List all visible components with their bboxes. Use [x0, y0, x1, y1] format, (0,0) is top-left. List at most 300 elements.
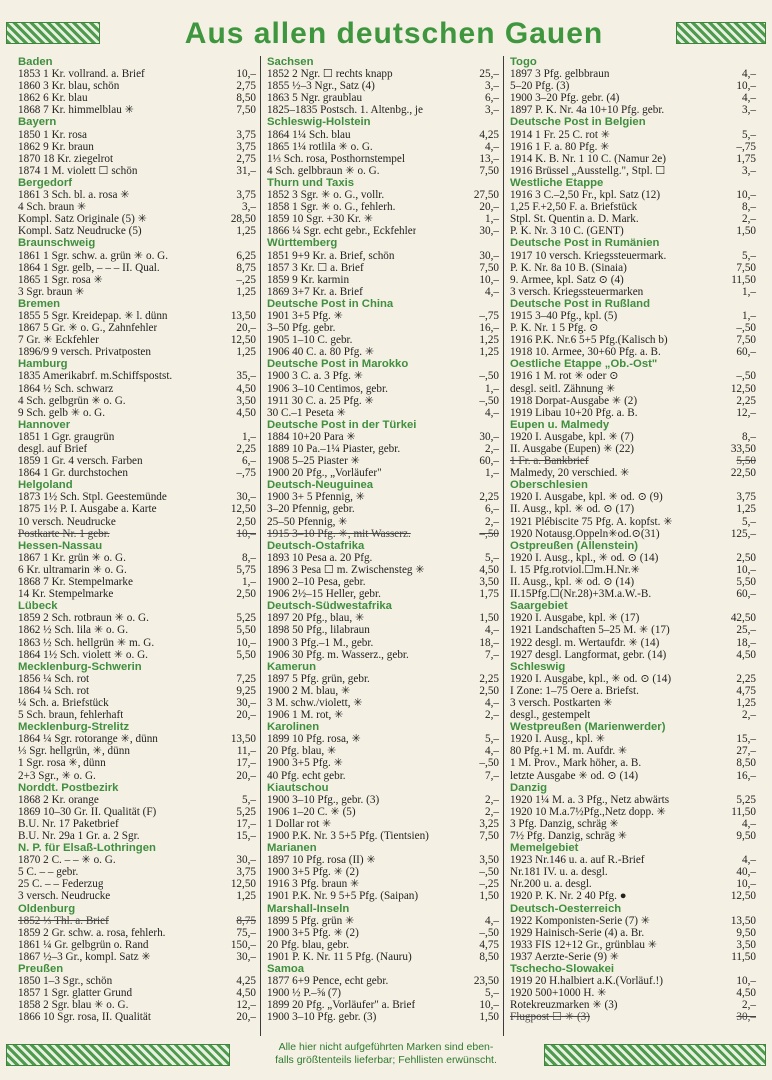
item-price: 16,– — [736, 769, 756, 782]
price-row — [18, 794, 256, 806]
section-heading: Thurn und Taxis — [267, 176, 355, 189]
price-row — [18, 866, 256, 878]
price-row — [18, 733, 256, 745]
section-heading: Hessen-Nassau — [18, 539, 103, 552]
item-price: 60,– — [736, 588, 756, 601]
item-description: 1900 3–10 Pfg., gebr. (3) — [267, 793, 380, 806]
item-description: 1900 3–20 Pfg. gebr. (4) — [510, 92, 620, 105]
item-description: 1 Dollar rot ✳ — [267, 817, 332, 830]
item-description: 1861 1 Sgr. schw. a. grün ✳ o. G. — [18, 249, 169, 262]
price-row — [18, 383, 256, 395]
price-row — [267, 975, 499, 987]
item-price: 18,– — [479, 636, 499, 649]
item-price: 7,50 — [479, 261, 499, 274]
price-row — [18, 624, 256, 636]
price-row — [18, 697, 256, 709]
item-description: 5 Sch. braun, fehlerhaft — [18, 709, 124, 722]
column-2 — [260, 56, 503, 1036]
item-price: 4,– — [485, 406, 499, 419]
price-row — [18, 68, 256, 80]
item-price: 1,25 — [736, 503, 756, 516]
price-row — [18, 370, 256, 382]
item-price: 3,75 — [236, 128, 256, 141]
item-description: 1868 2 Kr. orange — [18, 793, 99, 806]
item-price: 5,– — [485, 987, 499, 1000]
item-description: 1864 1 Gr. durchstochen — [18, 467, 128, 480]
price-row — [510, 951, 756, 963]
item-description: 1911 30 C. a. 25 Pfg. ✳ — [267, 394, 374, 407]
section-heading: Marianen — [267, 842, 317, 855]
item-description: 3–50 Pfg. gebr. — [267, 322, 336, 335]
item-price: 2,50 — [236, 588, 256, 601]
price-row — [18, 709, 256, 721]
item-description: 1920 I. Ausg., kpl., ✳ od. ⊙ (14) — [510, 551, 659, 564]
price-row — [510, 733, 756, 745]
item-description: 1916 Brüssel „Ausstellg.", Stpl. ☐ — [510, 164, 666, 177]
item-price: 16,– — [479, 322, 499, 335]
item-price: 4,– — [742, 92, 756, 105]
price-row — [510, 334, 756, 346]
price-row — [18, 80, 256, 92]
price-row — [18, 637, 256, 649]
item-price: 6,– — [242, 455, 256, 468]
item-price: 5,– — [742, 515, 756, 528]
price-row — [18, 104, 256, 116]
price-row — [510, 757, 756, 769]
section-heading: Eupen u. Malmedy — [510, 418, 610, 431]
item-description: 1900 3 Pfg.–1 M., gebr. — [267, 636, 374, 649]
price-row — [267, 987, 499, 999]
item-price: 7,50 — [479, 164, 499, 177]
price-row — [18, 552, 256, 564]
item-description: 1918 Dorpat-Ausgabe ✳ (2) — [510, 394, 638, 407]
item-price: 2,– — [485, 515, 499, 528]
section-heading: Ostpreußen (Allenstein) — [510, 539, 639, 552]
item-price: 2,25 — [736, 394, 756, 407]
item-description: 1900 3–10 Pfg. gebr. (3) — [267, 1011, 377, 1024]
price-row — [510, 92, 756, 104]
item-price: 4,– — [485, 624, 499, 637]
item-description: Stpl. St. Quentin a. D. Mark. — [510, 213, 639, 226]
item-description: 1877 6+9 Pence, echt gebr. — [267, 975, 389, 988]
item-price: 8,– — [742, 201, 756, 214]
item-description: 4 Sch. braun ✳ — [18, 201, 87, 214]
price-row — [510, 866, 756, 878]
item-description: 1933 FIS 12+12 Gr., grünblau ✳ — [510, 938, 658, 951]
item-price: 42,50 — [730, 612, 756, 625]
item-description: 3 versch. Kriegssteuermarken — [510, 285, 644, 298]
item-price: 10,– — [479, 999, 499, 1012]
item-description: Rotekreuzmarken ✳ (3) — [510, 999, 618, 1012]
price-row — [267, 854, 499, 866]
price-row — [18, 854, 256, 866]
item-price: 30,– — [236, 854, 256, 867]
item-description: 1906 1 M. rot, ✳ — [267, 709, 344, 722]
item-price: 4,50 — [736, 648, 756, 661]
item-price: 4,– — [742, 817, 756, 830]
price-row — [18, 745, 256, 757]
item-description: Kompl. Satz Originale (5) ✳ — [18, 213, 147, 226]
price-row — [267, 745, 499, 757]
item-description: 1 Sgr. rosa ✳, dünn — [18, 757, 106, 770]
item-description: 1920 I. Ausgabe, kpl. ✳ od. ⊙ (9) — [510, 491, 663, 504]
price-row — [510, 491, 756, 503]
item-price: 60,– — [479, 455, 499, 468]
item-description: 3 M. schw./violett, ✳ — [267, 696, 363, 709]
item-description: 3 Pfg. Danzig, schräg ✳ — [510, 817, 619, 830]
item-description: 5 C. – – gebr. — [18, 866, 79, 879]
item-description: 1914 1 Fr. 25 C. rot ✳ — [510, 128, 611, 141]
item-price: 4,50 — [236, 987, 256, 1000]
item-description: 1867 ½–3 Gr., kompl. Satz ✳ — [18, 950, 151, 963]
item-description: 1859 1 Gr. 4 versch. Farben — [18, 455, 143, 468]
item-description: 1900 3 C. a. 3 Pfg. ✳ — [267, 370, 364, 383]
price-row — [510, 915, 756, 927]
item-price: 3,75 — [236, 866, 256, 879]
item-description: 1919 20 H.halbiert a.K.(Vorläuf.!) — [510, 975, 663, 988]
item-description: 1851 1 Ggr. graugrün — [18, 430, 115, 443]
price-row — [267, 612, 499, 624]
section-heading: Württemberg — [267, 237, 338, 250]
item-description: 1900 3+5 Pfg. ✳ (2) — [267, 926, 359, 939]
price-row — [510, 141, 756, 153]
item-description: ⅓ Sgr. hellgrün, ✳, dünn — [18, 745, 130, 758]
item-description: 1916 P.K. Nr.6 5+5 Pfg.(Kalisch b) — [510, 334, 668, 347]
section-heading: Karolinen — [267, 721, 320, 734]
item-price: 125,– — [730, 527, 756, 540]
price-row — [267, 104, 499, 116]
item-price: 1,25 — [236, 285, 256, 298]
price-row — [510, 165, 756, 177]
section-heading: Danzig — [510, 781, 548, 794]
price-row — [510, 189, 756, 201]
price-row — [510, 612, 756, 624]
item-description: 7½ Pfg. Danzig, schräg ✳ — [510, 830, 628, 842]
item-description: 14 Kr. Stempelmarke — [18, 588, 114, 601]
item-description: 2+3 Sgr., ✳ o. G. — [18, 769, 96, 782]
item-price: 12,50 — [730, 890, 756, 903]
item-price: 5,50 — [736, 576, 756, 589]
price-row — [510, 68, 756, 80]
price-row — [267, 141, 499, 153]
item-description: 1901 3+5 Pfg. ✳ — [267, 309, 343, 322]
item-description: 1893 10 Pesa a. 20 Pfg. — [267, 551, 373, 564]
item-price: 11,– — [236, 745, 256, 758]
item-price: 1,– — [485, 467, 499, 480]
item-price: 1,– — [242, 430, 256, 443]
item-description: 1859 10 Sgr. +30 Kr. ✳ — [267, 213, 374, 226]
item-description: 1825–1835 Postsch. 1. Altenbg., je — [267, 104, 424, 117]
item-description: 1918 10. Armee, 30+60 Pfg. a. B. — [510, 346, 661, 359]
item-description: desgl. seitl. Zähnung ✳ — [510, 382, 616, 395]
price-row — [510, 673, 756, 685]
price-row — [510, 395, 756, 407]
price-row — [510, 987, 756, 999]
price-row — [510, 975, 756, 987]
section-heading: Schleswig — [510, 660, 566, 673]
item-description: 1900 3+ 5 Pfennig, ✳ — [267, 491, 366, 504]
item-description: Nr.200 u. a. desgl. — [510, 878, 592, 891]
item-description: 1900 ½ P.–⅝ (7) — [267, 987, 341, 1000]
item-price: 2,25 — [479, 672, 499, 685]
ornament-band-top-right — [676, 22, 766, 44]
price-row — [510, 564, 756, 576]
item-description: 1899 10 Pfg. rosa, ✳ — [267, 733, 361, 746]
price-row — [510, 745, 756, 757]
price-row — [267, 165, 499, 177]
section-heading: Westpreußen (Marienwerder) — [510, 721, 666, 734]
price-row — [267, 939, 499, 951]
item-price: 3,25 — [479, 817, 499, 830]
item-price: 18,– — [736, 636, 756, 649]
item-price: 4,50 — [236, 382, 256, 395]
ornament-band-bottom-right — [544, 1044, 766, 1066]
item-price: 1,25 — [479, 346, 499, 359]
item-description: 1850 1 Kr. rosa — [18, 128, 87, 141]
section-heading: Deutsche Post in Belgien — [510, 116, 646, 129]
item-description: 1864 ¼ Sch. rot — [18, 684, 90, 697]
item-price: 5,50 — [236, 648, 256, 661]
price-row — [510, 431, 756, 443]
price-row — [267, 770, 499, 782]
price-row — [18, 588, 256, 600]
item-description: 1900 3+5 Pfg. ✳ — [267, 757, 343, 770]
item-description: 1920 500+1000 H. ✳ — [510, 987, 607, 1000]
item-description: desgl. auf Brief — [18, 443, 88, 455]
item-price: 3,75 — [236, 140, 256, 153]
price-row — [267, 189, 499, 201]
price-row — [510, 878, 756, 890]
item-price: 2,50 — [236, 515, 256, 528]
item-price: 3,– — [742, 164, 756, 177]
price-row — [510, 467, 756, 479]
price-row — [267, 129, 499, 141]
price-row — [267, 503, 499, 515]
section-heading: Tschecho-Slowakei — [510, 963, 615, 976]
item-description: ¼ Sch. a. Briefstück — [18, 696, 109, 709]
price-row — [267, 491, 499, 503]
section-heading: N. P. für Elsaß-Lothringen — [18, 842, 156, 855]
item-description: 1899 5 Pfg. grün ✳ — [267, 914, 355, 927]
item-price: 1,25 — [479, 334, 499, 347]
item-description: 1920 I. Ausg., kpl. ✳ — [510, 733, 606, 746]
price-row — [267, 383, 499, 395]
price-row — [18, 999, 256, 1011]
price-row — [267, 213, 499, 225]
price-row — [18, 262, 256, 274]
item-price: 8,50 — [736, 757, 756, 770]
section-heading: Norddt. Postbezirk — [18, 781, 119, 794]
item-description: 1868 7 Kr. himmelblau ✳ — [18, 104, 134, 117]
item-price: 6,– — [485, 503, 499, 516]
item-price: –,75 — [479, 309, 499, 322]
price-row — [267, 999, 499, 1011]
item-description: 1896/9 9 versch. Privatposten — [18, 346, 151, 359]
price-row — [18, 818, 256, 830]
item-description: 1915 3–10 Pfg. ✳, mit Wasserz. — [267, 527, 411, 540]
item-description: 1855 ½–3 Ngr., Satz (4) — [267, 80, 375, 93]
price-row — [510, 588, 756, 600]
item-price: 9,50 — [736, 830, 756, 842]
item-price: 8,50 — [479, 950, 499, 963]
item-price: 1,50 — [479, 1011, 499, 1024]
item-price: 3,– — [742, 104, 756, 117]
price-row — [510, 999, 756, 1011]
price-row — [18, 685, 256, 697]
section-heading: Memelgebiet — [510, 842, 579, 855]
item-price: 12,50 — [230, 334, 256, 347]
price-row — [18, 213, 256, 225]
item-price: 8,– — [242, 551, 256, 564]
item-price: 28,50 — [230, 213, 256, 226]
item-price: 8,50 — [236, 92, 256, 105]
item-price: 4,75 — [736, 684, 756, 697]
item-description: 1896 3 Pesa ☐ m. Zwischensteg ✳ — [267, 563, 425, 576]
price-row — [510, 129, 756, 141]
item-description: 1900 2 M. blau, ✳ — [267, 684, 351, 697]
price-row — [510, 830, 756, 842]
price-row — [267, 794, 499, 806]
item-price: 40,– — [736, 866, 756, 879]
item-price: 1,75 — [479, 588, 499, 601]
item-description: B.U. Nr. 29a 1 Gr. a. 2 Sgr. — [18, 830, 140, 842]
item-price: 15,– — [236, 830, 256, 842]
section-heading: Sachsen — [267, 56, 314, 68]
price-row — [18, 806, 256, 818]
price-row — [510, 528, 756, 540]
item-description: 1906 3–10 Centimos, gebr. — [267, 382, 388, 395]
price-row — [267, 274, 499, 286]
item-description: 1889 10 Pa.–1¼ Piaster, gebr. — [267, 443, 401, 455]
item-price: 11,50 — [731, 805, 756, 818]
price-row — [18, 915, 256, 927]
section-heading: Deutsche Post in der Türkei — [267, 418, 417, 431]
price-row — [267, 806, 499, 818]
item-price: 1,– — [742, 309, 756, 322]
item-description: 1875 1½ P. I. Ausgabe a. Karte — [18, 503, 157, 516]
item-price: –,50 — [479, 757, 499, 770]
section-heading: Kamerun — [267, 660, 316, 673]
price-row — [267, 927, 499, 939]
item-price: 4,– — [485, 285, 499, 298]
item-price: 1,– — [485, 213, 499, 226]
item-price: 7,50 — [736, 334, 756, 347]
price-row — [267, 250, 499, 262]
price-row — [18, 455, 256, 467]
price-row — [18, 987, 256, 999]
item-description: 1851 9+9 Kr. a. Brief, schön — [267, 249, 395, 262]
item-price: 1,25 — [236, 225, 256, 238]
item-price: –,75 — [236, 467, 256, 480]
column-1 — [18, 56, 260, 1036]
item-price: 17,– — [236, 757, 256, 770]
item-description: 1897 20 Pfg., blau, ✳ — [267, 612, 365, 625]
item-description: 9. Armee, kpl. Satz ⊙ (4) — [510, 273, 624, 286]
price-row — [267, 576, 499, 588]
price-row — [510, 213, 756, 225]
item-price: 12,– — [736, 406, 756, 419]
section-heading: Braunschweig — [18, 237, 96, 250]
item-description: 1857 3 Kr. ☐ a. Brief — [267, 261, 364, 274]
price-row — [267, 757, 499, 769]
price-row — [510, 794, 756, 806]
price-row — [18, 649, 256, 661]
item-description: 1861 ¼ Gr. gelbgrün o. Rand — [18, 938, 149, 951]
item-price: 4,75 — [479, 938, 499, 951]
item-description: 1899 20 Pfg. „Vorläufer" a. Brief — [267, 999, 416, 1012]
item-description: II.15Pfg.☐(Nr.28)+3M.a.W.-B. — [510, 588, 652, 601]
item-description: 1916 3 Pfg. braun ✳ — [267, 878, 360, 891]
item-price: 3,50 — [479, 576, 499, 589]
item-description: 80 Pfg.+1 M. m. Aufdr. ✳ — [510, 745, 628, 758]
item-description: P. K. Nr. 3 10 C. (GENT) — [510, 225, 624, 238]
item-description: 1869 3+7 Kr. a. Brief — [267, 285, 363, 298]
item-description: 1906 40 C. a. 80 Pfg. ✳ — [267, 346, 375, 359]
item-price: 8,75 — [236, 914, 256, 927]
section-heading: Deutsche Post in Marokko — [267, 358, 409, 371]
item-description: 1920 10 M.a.7½Pfg.,Netz dopp. ✳ — [510, 805, 667, 818]
item-description: 1 Fr. a. Bankbrief — [510, 455, 589, 468]
item-price: 12,– — [236, 999, 256, 1012]
item-price: –,25 — [236, 273, 256, 286]
price-row — [267, 334, 499, 346]
item-price: 20,– — [236, 709, 256, 722]
item-description: 4 Sch. gelbbraun ✳ o. G. — [267, 164, 380, 177]
section-heading: Westliche Etappe — [510, 176, 604, 189]
item-price: 7,25 — [236, 672, 256, 685]
price-row — [267, 528, 499, 540]
item-price: 30,– — [479, 225, 499, 238]
item-price: 13,50 — [230, 733, 256, 746]
item-price: 30,– — [479, 249, 499, 262]
price-row — [18, 503, 256, 515]
item-price: 150,– — [230, 938, 256, 951]
item-price: 35,– — [236, 370, 256, 383]
price-row — [18, 975, 256, 987]
footer-line-1: Alle hier nicht aufgeführten Marken sind eben- — [278, 1041, 494, 1053]
footer-line-2: falls größtenteils lieferbar; Fehllisten erwünscht. — [275, 1053, 497, 1066]
price-row — [267, 673, 499, 685]
item-description: 40 Pfg. echt gebr. — [267, 769, 346, 782]
price-row — [18, 225, 256, 237]
item-description: 1921 Landschaften 5–25 M. ✳ (17) — [510, 624, 670, 637]
item-price: 2,– — [742, 213, 756, 226]
item-description: Flugpost ☐ ✳ (3) — [510, 1011, 591, 1024]
price-row — [18, 395, 256, 407]
item-price: 33,50 — [730, 443, 756, 455]
column-3 — [503, 56, 756, 1036]
section-heading: Deutsche Post in China — [267, 297, 394, 310]
item-description: 1864 ¼ Sgr. rotorange ✳, dünn — [18, 733, 158, 746]
price-row — [18, 516, 256, 528]
item-price: –,25 — [479, 878, 499, 891]
item-description: Malmedy, 20 verschied. ✳ — [510, 467, 630, 480]
item-price: 12,50 — [230, 503, 256, 516]
item-description: 1870 18 Kr. ziegelrot — [18, 152, 114, 165]
section-heading: Deutsch-Oesterreich — [510, 902, 622, 915]
item-description: 1864 1 Sgr. gelb, – – – II. Qual. — [18, 261, 160, 274]
item-description: 1866 ¼ Sgr. echt gebr., Eckfehler — [267, 225, 417, 238]
item-price: 7,50 — [236, 104, 256, 117]
item-description: 3 Sgr. braun ✳ — [18, 285, 85, 298]
price-row — [18, 274, 256, 286]
item-description: Nr.181 IV. u. a. desgl. — [510, 866, 608, 879]
item-description: 1920 Notausg.Oppeln✳od.⊙(31) — [510, 527, 660, 540]
item-description: letzte Ausgabe ✳ od. ⊙ (14) — [510, 769, 639, 782]
item-price: –,50 — [479, 527, 499, 540]
item-description: 3–20 Pfennig, gebr. — [267, 503, 355, 516]
item-price: 4,– — [742, 854, 756, 867]
